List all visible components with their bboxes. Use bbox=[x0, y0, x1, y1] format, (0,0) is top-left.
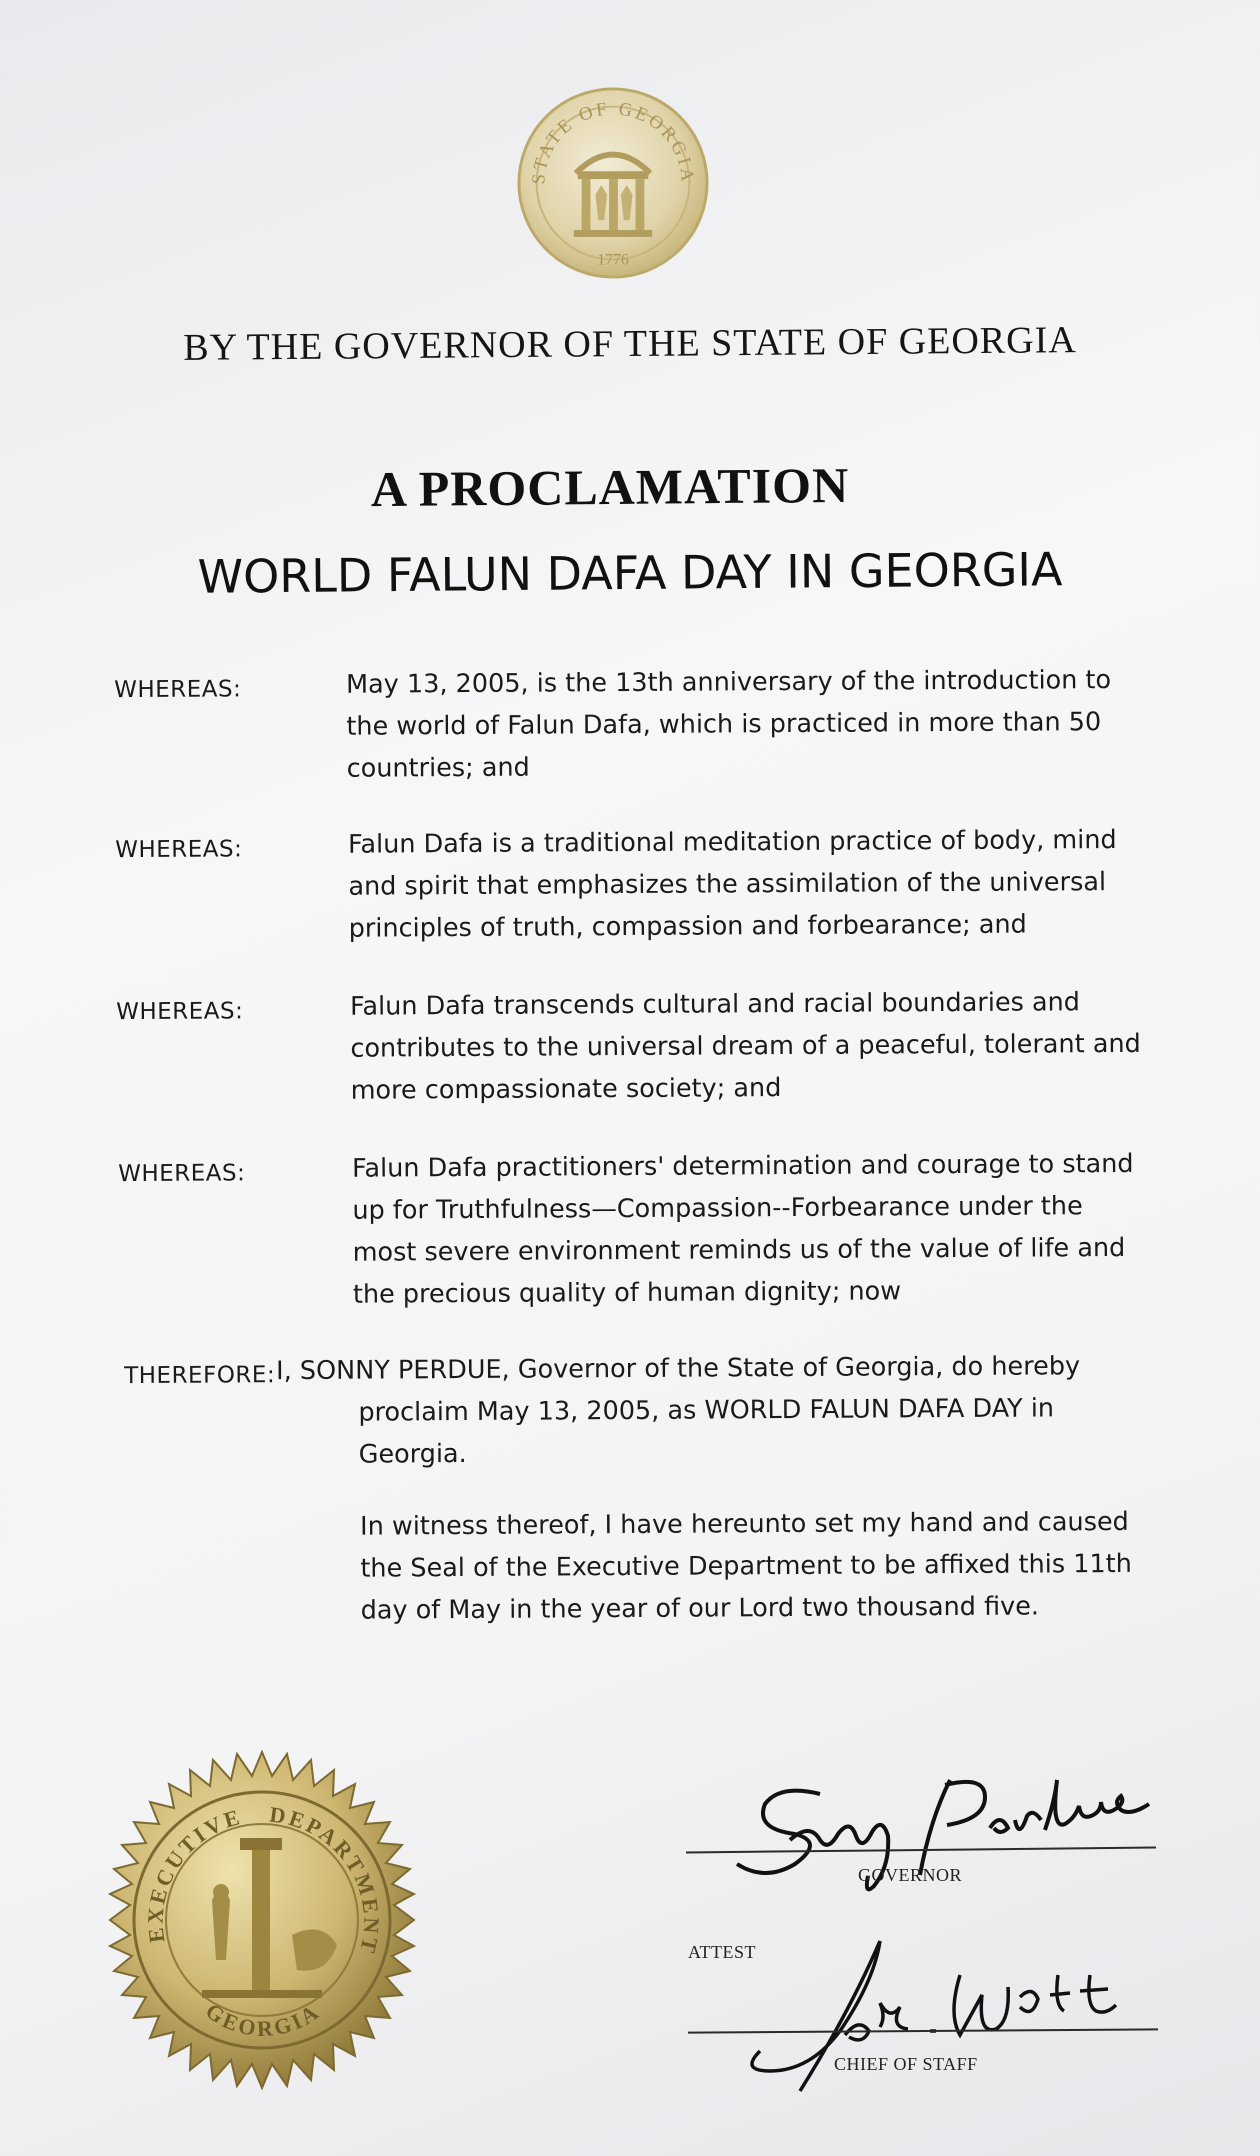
attest-label: ATTEST bbox=[688, 1942, 756, 1962]
clause-label: THEREFORE: bbox=[124, 1362, 276, 1390]
whereas-clause-3 bbox=[0, 980, 1260, 1106]
whereas-clause-4 bbox=[0, 1142, 1260, 1310]
clause-line: proclaim May 13, 2005, as WORLD FALUN DAFA DAY in bbox=[358, 1393, 1055, 1428]
crest-text-top: STATE OF GEORGIA bbox=[528, 98, 698, 186]
witness-line: day of May in the year of our Lord two thousand five. bbox=[360, 1591, 1040, 1626]
state-of-georgia-crest-icon bbox=[515, 85, 711, 281]
seal-text-right: DEPARTMENT bbox=[268, 1801, 385, 1958]
clause-line: more compassionate society; and bbox=[350, 1073, 782, 1106]
clause-line: I, SONNY PERDUE, Governor of the State of Georgia, do hereby bbox=[276, 1351, 1081, 1387]
seal-text-bottom: GEORGIA bbox=[201, 1998, 325, 2042]
whereas-clause-1 bbox=[0, 658, 1260, 784]
chief-signature-text: John K. Watts bbox=[960, 1955, 967, 1956]
proclamation-subtitle: WORLD FALUN DAFA DAY IN GEORGIA bbox=[197, 542, 1063, 604]
crest-year: 1776 bbox=[597, 251, 629, 269]
executive-department-seal-icon bbox=[92, 1750, 432, 2090]
clause-label: WHEREAS: bbox=[116, 998, 244, 1026]
governor-heading: BY THE GOVERNOR OF THE STATE OF GEORGIA bbox=[183, 319, 1077, 369]
clause-label: WHEREAS: bbox=[115, 836, 243, 864]
governor-caption: GOVERNOR bbox=[858, 1865, 963, 1885]
clause-line: most severe environment reminds us of the value of life and bbox=[352, 1232, 1126, 1268]
clause-line: and spirit that emphasizes the assimilation of the universal bbox=[348, 867, 1107, 902]
clause-label: WHEREAS: bbox=[114, 676, 242, 704]
witness-line: In witness thereof, I have hereunto set my hand and caused bbox=[360, 1506, 1129, 1542]
clause-line: principles of truth, compassion and forbearance; and bbox=[348, 909, 1027, 944]
clause-line: the precious quality of human dignity; now bbox=[352, 1276, 902, 1310]
therefore-clause bbox=[0, 1344, 1260, 1470]
witness-paragraph bbox=[0, 1500, 1260, 1626]
clause-label: WHEREAS: bbox=[118, 1160, 246, 1188]
whereas-clause-2 bbox=[0, 818, 1260, 944]
clause-line: Georgia. bbox=[358, 1438, 467, 1470]
witness-line: the Seal of the Executive Department to be affixed this 11th bbox=[360, 1548, 1132, 1584]
clause-line: Falun Dafa practitioners' determination and courage to stand bbox=[352, 1148, 1134, 1184]
clause-line: Falun Dafa is a traditional meditation practice of body, mind bbox=[348, 825, 1117, 860]
chief-of-staff-signature bbox=[720, 1935, 1200, 2115]
proclamation-title: A PROCLAMATION bbox=[370, 456, 850, 518]
governor-signature-text: Sonny Perdue bbox=[940, 1790, 948, 1791]
clause-line: May 13, 2005, is the 13th anniversary of the introduction to bbox=[346, 665, 1112, 700]
clause-line: the world of Falun Dafa, which is practiced in more than 50 bbox=[346, 707, 1102, 742]
clause-line: countries; and bbox=[346, 752, 530, 784]
seal-text-left: EXECUTIVE bbox=[142, 1803, 245, 1945]
clause-line: contributes to the universal dream of a peaceful, tolerant and bbox=[350, 1028, 1141, 1064]
clause-line: Falun Dafa transcends cultural and racial boundaries and bbox=[350, 987, 1081, 1022]
chief-of-staff-caption: CHIEF OF STAFF bbox=[834, 2054, 978, 2074]
clause-line: up for Truthfulness—Compassion--Forbearance under the bbox=[352, 1191, 1083, 1226]
